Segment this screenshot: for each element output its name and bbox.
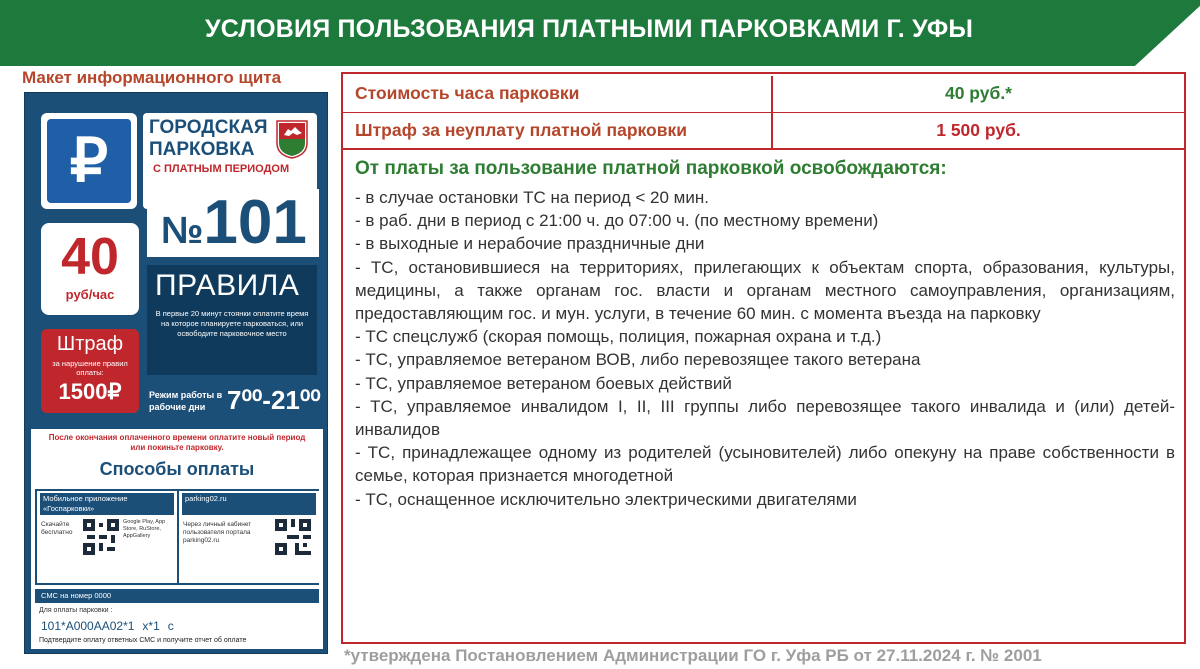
city-parking-subtitle: С ПЛАТНЫМ ПЕРИОДОМ bbox=[153, 163, 290, 175]
sms-confirm: Подтвердите оплату ответных СМС и получите отчет об оплате bbox=[39, 637, 247, 644]
mockup-label: Макет информационного щита bbox=[22, 68, 282, 87]
list-item: - в случае остановки ТС на период < 20 мин. bbox=[355, 188, 709, 207]
sms-area bbox=[35, 605, 319, 649]
payment-area bbox=[31, 429, 323, 649]
parking-sign-box bbox=[41, 113, 137, 209]
info-sign bbox=[24, 92, 328, 654]
footnote: *утверждена Постановлением Администрации ГО г. Уфа РБ от 27.11.2024 г. № 2001 bbox=[344, 646, 1042, 665]
payment-app-scan: Скачайте бесплатно bbox=[41, 521, 73, 536]
table-row-price bbox=[343, 76, 1184, 112]
working-hours-label: Режим работы в рабочие дни bbox=[149, 390, 223, 412]
payment-notice: После окончания оплаченного времени оплатите новый период или покиньте парковку. bbox=[48, 433, 306, 452]
number-value: 101 bbox=[203, 188, 307, 257]
list-item: - ТС, оснащенное исключительно электрическими двигателями bbox=[355, 489, 857, 509]
payment-methods-grid bbox=[35, 489, 319, 585]
city-parking-title bbox=[149, 117, 267, 161]
payment-site-text: Через личный кабинет пользователя портала parking02.ru bbox=[183, 521, 252, 544]
payment-app-cell bbox=[37, 491, 177, 583]
header-banner bbox=[0, 0, 1200, 66]
fine-label: Штраф за неуплату платной парковки bbox=[355, 120, 687, 140]
sms-code bbox=[41, 619, 182, 633]
list-item: - ТС, управляемое ветераном боевых действий bbox=[355, 373, 732, 393]
rules-box bbox=[147, 265, 317, 375]
fine-title: Штраф bbox=[56, 333, 124, 355]
payment-app-head: Мобильное приложение «Госпарковки» bbox=[40, 493, 174, 515]
ufa-emblem-icon bbox=[275, 119, 309, 159]
price-label: Стоимость часа парковки bbox=[355, 83, 580, 103]
parking-number-box bbox=[147, 189, 319, 257]
list-item: - в выходные и нерабочие праздничные дни bbox=[355, 234, 705, 254]
table-row-fine bbox=[343, 112, 1184, 148]
conditions-table bbox=[341, 72, 1186, 644]
sms-code-part3: с bbox=[167, 619, 174, 633]
list-item: - ТС, управляемое инвалидом I, II, III группы либо перевозящее такого инвалида и (или) детей-инвалидов bbox=[355, 396, 1175, 440]
qr-code-icon bbox=[275, 519, 311, 555]
rules-title: ПРАВИЛА bbox=[155, 269, 300, 302]
payment-app-stores: Google Play, App Store, RuStore, AppGallery bbox=[123, 519, 166, 539]
price-value: 40 руб.* bbox=[944, 83, 1012, 103]
sms-code-part1: 101*А000АА02*1 bbox=[41, 619, 135, 633]
parking-number bbox=[161, 188, 307, 257]
exemptions-title: От платы за пользование платной парковкой освобождаются: bbox=[355, 158, 947, 179]
fine-value: 1 500 руб. bbox=[936, 120, 1021, 140]
fine-amount: 1500₽ bbox=[58, 379, 122, 404]
rules-text: В первые 20 минут стоянки оплатите время на которое планируете парковаться, или освободите парковочное место bbox=[155, 309, 309, 338]
list-item: - ТС, принадлежащее одному из родителей (усыновителей) либо опекуну на праве собственности в семье, которая признается многодетной bbox=[355, 443, 1175, 486]
table-column-divider bbox=[771, 76, 773, 148]
sms-bar: СМС на номер 0000 bbox=[35, 589, 319, 603]
payment-site-cell bbox=[179, 491, 319, 583]
hourly-price-unit: руб/час bbox=[65, 287, 115, 302]
city-parking-title-line1: ГОРОДСКАЯ bbox=[149, 117, 268, 138]
working-hours bbox=[149, 383, 325, 423]
qr-code-icon bbox=[83, 519, 119, 555]
list-item: - ТС спецслужб (скорая помощь, полиция, пожарная охрана и т.д.) bbox=[355, 327, 882, 347]
list-item: - в раб. дни в период с 21:00 ч. до 07:00 ч. (по местному времени) bbox=[355, 211, 879, 231]
list-item: - ТС, остановившиеся на территориях, прилегающих к объектам спорта, образования, культуры, медицины, а также органам гос. власти и органам местного самоуправления, организациям, предоставляющим гос. и мун. услуги, в течение 60 мин. с момента въезда на парковку bbox=[355, 257, 1175, 324]
ruble-parking-icon: ₽ bbox=[47, 119, 131, 203]
hourly-price-value: 40 bbox=[61, 228, 119, 286]
list-item: - ТС, управляемое ветераном ВОВ, либо перевозящее такого ветерана bbox=[355, 350, 921, 370]
working-hours-time: 7⁰⁰-21⁰⁰ bbox=[227, 385, 321, 415]
fine-box bbox=[41, 329, 139, 413]
sms-code-part2: х*1 bbox=[142, 619, 160, 633]
hourly-price-box bbox=[41, 223, 139, 315]
sms-label: Для оплаты парковки : bbox=[39, 607, 113, 614]
table-separator bbox=[343, 148, 1184, 150]
city-parking-title-line2: ПАРКОВКА bbox=[149, 139, 255, 160]
fine-subtitle: за нарушение правил оплаты: bbox=[52, 359, 128, 377]
payment-site-head: parking02.ru bbox=[182, 493, 316, 515]
number-prefix: № bbox=[161, 210, 204, 252]
payment-methods-title: Способы оплаты bbox=[99, 459, 255, 479]
exemptions-list bbox=[355, 186, 1175, 511]
page-title: УСЛОВИЯ ПОЛЬЗОВАНИЯ ПЛАТНЫМИ ПАРКОВКАМИ Г. УФЫ bbox=[205, 15, 974, 43]
